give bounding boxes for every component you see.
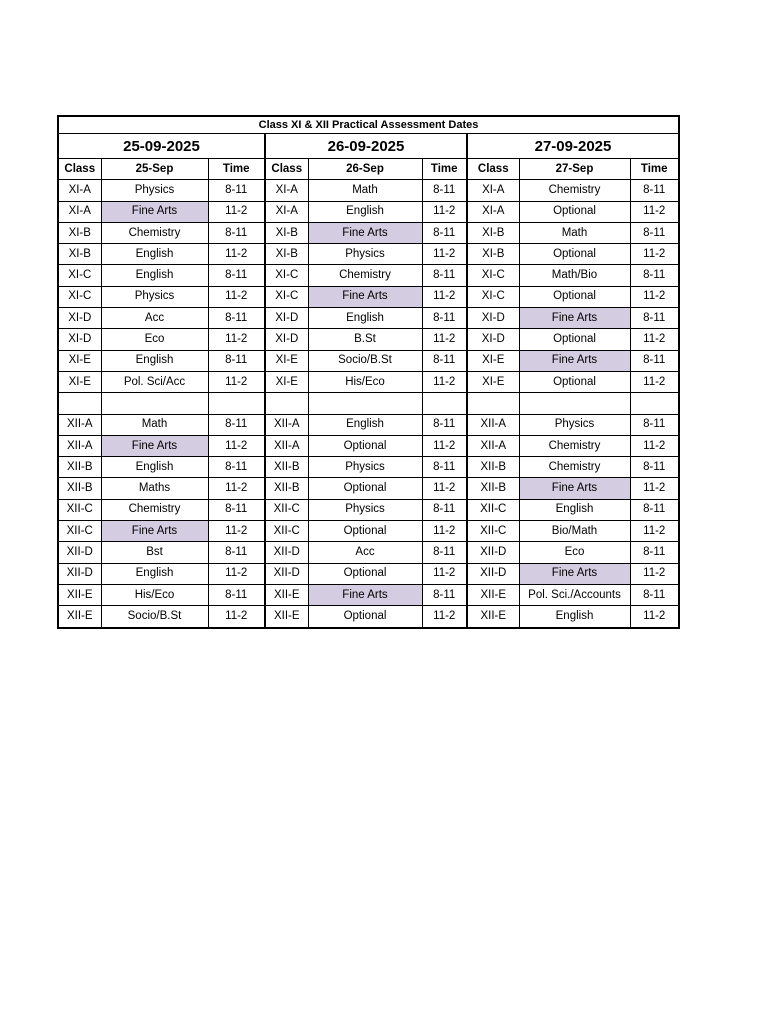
class-cell: XII-D [58,542,101,563]
class-cell: XI-B [467,222,519,243]
subject-cell: His/Eco [101,584,208,605]
schedule-row [58,371,679,392]
class-cell: XII-D [467,542,519,563]
subject-cell: Chemistry [101,499,208,520]
schedule-row [58,584,679,605]
subject-cell: Physics [519,414,630,435]
subject-cell: Physics [308,457,422,478]
time-cell: 8-11 [208,457,265,478]
class-cell: XII-C [265,499,308,520]
subject-cell: Socio/B.St [308,350,422,371]
class-cell: XII-B [467,457,519,478]
class-cell: XII-C [467,521,519,542]
subject-cell: Eco [101,329,208,350]
class-cell: XII-C [467,499,519,520]
date-header-2: 26-09-2025 [265,134,467,159]
sheet-title: Class XI & XII Practical Assessment Dates [58,116,679,134]
schedule-row [58,542,679,563]
time-cell: 11-2 [630,201,679,222]
class-cell: XI-E [265,350,308,371]
class-cell: XII-E [58,606,101,628]
schedule-row [58,563,679,584]
class-cell [265,393,308,414]
subject-cell: Math/Bio [519,265,630,286]
time-cell [208,393,265,414]
time-cell: 8-11 [630,308,679,329]
schedule-row [58,478,679,499]
time-cell: 8-11 [422,414,467,435]
class-cell: XI-B [467,244,519,265]
time-cell: 11-2 [422,478,467,499]
subject-cell: English [101,457,208,478]
subject-cell: Acc [308,542,422,563]
class-cell: XI-A [265,201,308,222]
time-cell: 8-11 [422,180,467,201]
class-cell: XI-D [467,329,519,350]
time-cell: 8-11 [422,308,467,329]
class-cell: XI-D [265,308,308,329]
subject-cell: Optional [519,371,630,392]
class-cell: XI-C [467,286,519,307]
class-cell: XII-E [467,606,519,628]
subject-cell: Optional [308,478,422,499]
schedule-row [58,521,679,542]
time-cell: 8-11 [422,542,467,563]
class-cell [467,393,519,414]
subject-cell: Optional [519,201,630,222]
schedule-row [58,606,679,628]
time-cell: 11-2 [422,435,467,456]
time-cell: 11-2 [422,606,467,628]
subject-cell: His/Eco [308,371,422,392]
time-cell [630,393,679,414]
schedule-row [58,457,679,478]
time-cell: 11-2 [208,329,265,350]
subject-cell: English [101,563,208,584]
subject-cell: Fine Arts [308,286,422,307]
schedule-row [58,393,679,414]
subject-cell: Physics [308,244,422,265]
class-cell: XI-E [265,371,308,392]
time-cell: 11-2 [630,563,679,584]
subject-cell: English [519,499,630,520]
class-cell: XII-A [58,435,101,456]
class-cell: XII-A [265,435,308,456]
class-cell: XI-C [58,286,101,307]
time-cell: 11-2 [208,563,265,584]
schedule-row [58,414,679,435]
date-header-1: 25-09-2025 [58,134,265,159]
class-cell: XI-C [467,265,519,286]
time-cell: 8-11 [208,222,265,243]
schedule-row [58,308,679,329]
class-cell: XII-E [467,584,519,605]
class-cell: XI-E [467,371,519,392]
class-cell: XI-E [467,350,519,371]
time-cell: 8-11 [208,499,265,520]
time-cell: 8-11 [630,542,679,563]
subject-cell: Eco [519,542,630,563]
schedule-row [58,244,679,265]
subject-cell: Maths [101,478,208,499]
assessment-schedule-table [57,115,680,629]
time-cell: 8-11 [422,457,467,478]
subject-cell: B.St [308,329,422,350]
time-cell: 8-11 [422,265,467,286]
class-cell: XI-A [265,180,308,201]
subject-cell: English [101,265,208,286]
time-cell: 11-2 [630,329,679,350]
time-cell: 8-11 [630,180,679,201]
class-cell: XI-E [58,371,101,392]
class-cell: XII-B [467,478,519,499]
time-cell: 11-2 [422,286,467,307]
subject-cell: Fine Arts [308,584,422,605]
time-cell: 8-11 [208,584,265,605]
time-cell: 11-2 [630,478,679,499]
subject-cell: Optional [519,244,630,265]
class-cell: XII-C [265,521,308,542]
time-cell: 8-11 [208,308,265,329]
class-cell: XI-D [58,329,101,350]
time-cell: 8-11 [630,414,679,435]
time-cell: 11-2 [422,371,467,392]
time-cell: 11-2 [208,478,265,499]
subject-cell: Optional [308,563,422,584]
subject-cell: Chemistry [519,457,630,478]
schedule-row [58,201,679,222]
subject-cell: Chemistry [308,265,422,286]
column-header-day: 26-Sep [308,159,422,180]
schedule-row [58,435,679,456]
class-cell [58,393,101,414]
class-cell: XII-D [265,542,308,563]
subject-cell: Optional [519,286,630,307]
class-cell: XI-B [265,244,308,265]
class-cell: XI-D [467,308,519,329]
class-cell: XII-B [265,478,308,499]
subject-cell: Bst [101,542,208,563]
subject-cell [519,393,630,414]
subject-cell: Socio/B.St [101,606,208,628]
class-cell: XII-B [265,457,308,478]
schedule-row [58,329,679,350]
time-cell: 8-11 [422,584,467,605]
class-cell: XI-C [265,265,308,286]
subject-cell: Fine Arts [101,201,208,222]
time-cell: 8-11 [208,414,265,435]
subject-cell: Pol. Sci/Acc [101,371,208,392]
class-cell: XII-A [58,414,101,435]
class-cell: XII-E [265,606,308,628]
subject-cell: Optional [308,435,422,456]
column-header-time: Time [422,159,467,180]
time-cell: 11-2 [422,201,467,222]
class-cell: XI-A [58,201,101,222]
subject-cell: Chemistry [101,222,208,243]
time-cell: 8-11 [630,222,679,243]
subject-cell: Optional [519,329,630,350]
subject-cell: Fine Arts [101,435,208,456]
column-header-time: Time [208,159,265,180]
subject-cell: Chemistry [519,180,630,201]
class-cell: XII-A [265,414,308,435]
subject-cell: Optional [308,606,422,628]
time-cell: 11-2 [630,286,679,307]
time-cell: 11-2 [208,435,265,456]
time-cell: 11-2 [630,435,679,456]
class-cell: XI-B [58,244,101,265]
class-cell: XI-A [467,180,519,201]
class-cell: XI-E [58,350,101,371]
time-cell: 11-2 [208,606,265,628]
schedule-row [58,222,679,243]
class-cell: XI-D [58,308,101,329]
time-cell: 8-11 [208,350,265,371]
subject-cell: Physics [101,180,208,201]
column-header-class: Class [265,159,308,180]
subject-cell: English [308,308,422,329]
subject-cell: Fine Arts [519,308,630,329]
time-cell: 8-11 [422,499,467,520]
class-cell: XII-E [58,584,101,605]
subject-cell [308,393,422,414]
subject-cell: English [101,244,208,265]
class-cell: XII-D [265,563,308,584]
time-cell: 8-11 [630,584,679,605]
subject-cell: English [308,201,422,222]
subject-cell: Physics [101,286,208,307]
subject-cell: Fine Arts [519,478,630,499]
column-header-class: Class [58,159,101,180]
time-cell: 11-2 [630,244,679,265]
subject-cell: Math [101,414,208,435]
time-cell: 11-2 [422,244,467,265]
class-cell: XI-C [265,286,308,307]
time-cell: 11-2 [208,201,265,222]
subject-cell [101,393,208,414]
subject-cell: English [101,350,208,371]
time-cell: 8-11 [208,265,265,286]
subject-cell: Fine Arts [101,521,208,542]
subject-cell: English [308,414,422,435]
class-cell: XII-D [467,563,519,584]
date-header-3: 27-09-2025 [467,134,679,159]
subject-cell: Math [519,222,630,243]
time-cell [422,393,467,414]
class-cell: XI-A [467,201,519,222]
column-header-time: Time [630,159,679,180]
subject-cell: Pol. Sci./Accounts [519,584,630,605]
schedule-row [58,350,679,371]
class-cell: XII-B [58,457,101,478]
class-cell: XII-A [467,435,519,456]
schedule-row [58,265,679,286]
subject-cell: Math [308,180,422,201]
time-cell: 11-2 [630,606,679,628]
schedule-row [58,286,679,307]
class-cell: XI-B [265,222,308,243]
time-cell: 11-2 [208,521,265,542]
class-cell: XII-D [58,563,101,584]
time-cell: 8-11 [422,350,467,371]
time-cell: 11-2 [630,371,679,392]
class-cell: XII-C [58,499,101,520]
time-cell: 8-11 [630,265,679,286]
subject-cell: Fine Arts [519,350,630,371]
subject-cell: Physics [308,499,422,520]
subject-cell: Chemistry [519,435,630,456]
subject-cell: Fine Arts [519,563,630,584]
class-cell: XII-C [58,521,101,542]
schedule-row [58,499,679,520]
class-cell: XII-E [265,584,308,605]
class-cell: XI-C [58,265,101,286]
time-cell: 11-2 [208,371,265,392]
class-cell: XII-A [467,414,519,435]
column-header-day: 27-Sep [519,159,630,180]
time-cell: 11-2 [630,521,679,542]
class-cell: XII-B [58,478,101,499]
class-cell: XI-A [58,180,101,201]
time-cell: 11-2 [208,244,265,265]
time-cell: 11-2 [422,329,467,350]
time-cell: 11-2 [422,521,467,542]
class-cell: XI-D [265,329,308,350]
time-cell: 8-11 [630,457,679,478]
class-cell: XI-B [58,222,101,243]
time-cell: 8-11 [630,499,679,520]
time-cell: 11-2 [208,286,265,307]
subject-cell: Bio/Math [519,521,630,542]
column-header-day: 25-Sep [101,159,208,180]
subject-cell: English [519,606,630,628]
column-header-class: Class [467,159,519,180]
time-cell: 11-2 [422,563,467,584]
schedule-row [58,180,679,201]
time-cell: 8-11 [630,350,679,371]
subject-cell: Optional [308,521,422,542]
subject-cell: Acc [101,308,208,329]
time-cell: 8-11 [208,542,265,563]
time-cell: 8-11 [422,222,467,243]
subject-cell: Fine Arts [308,222,422,243]
time-cell: 8-11 [208,180,265,201]
